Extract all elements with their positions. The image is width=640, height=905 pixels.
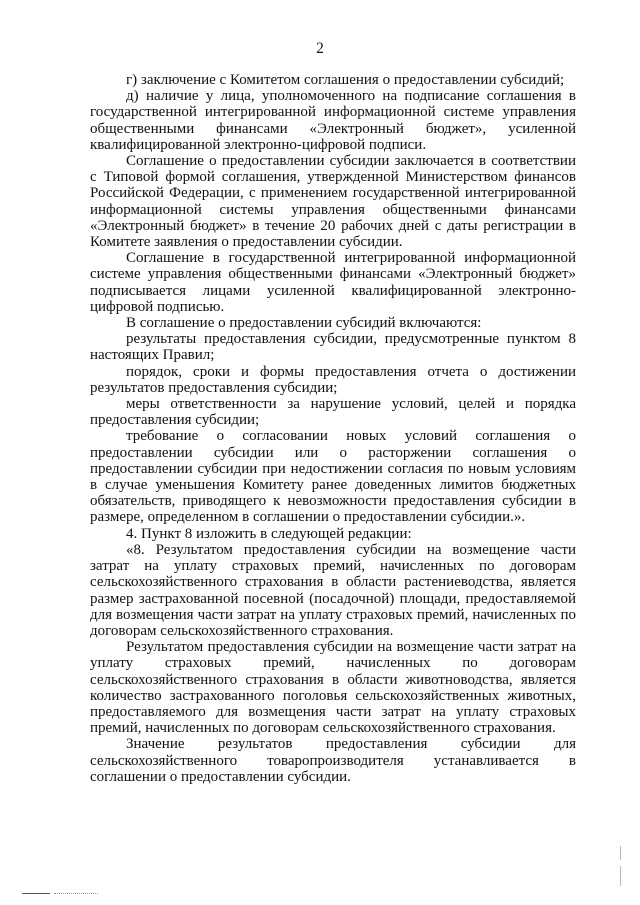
page-number: 2 (316, 40, 324, 57)
document-body (90, 72, 576, 785)
scan-margin-mark (620, 866, 621, 886)
scan-margin-mark (620, 846, 621, 860)
paragraph-point-8-crops: «8. Результатом предоставления субсидии на возмещение части затрат на уплату страховых премий, начисленных по договорам сельскохозяйственного страхования в области растениеводства, является размер застрахованной посевной (посадочной) площади, предоставляемой для возмещения части затрат на уплату страховых премий, начисленных по договорам сельскохозяйственного страхования. (90, 541, 576, 639)
paragraph-agreement-contents-intro: В соглашение о предоставлении субсидий включаются: (126, 315, 482, 332)
list-item-reporting: порядок, сроки и формы предоставления отчета о достижении результатов предоставления субсидии; (90, 363, 576, 396)
paragraph-item-d: д) наличие у лица, уполномоченного на подписание соглашения в государственной интегрированной информационной системе управления общественными финансами «Электронный бюджет», усиленной квалифицированной электронно-цифровой подписи. (90, 88, 576, 153)
paragraph-agreement-signing: Соглашение в государственной интегрированной информационной системе управления общественными финансами «Электронный бюджет» подписывается лицами усиленной квалифицированной электронно-цифровой подписью. (90, 250, 576, 315)
paragraph-point-4: 4. Пункт 8 изложить в следующей редакции: (126, 525, 412, 542)
list-item-results: результаты предоставления субсидии, предусмотренные пунктом 8 настоящих Правил; (90, 331, 576, 364)
paragraph-agreement-conclusion: Соглашение о предоставлении субсидии заключается в соответствии с Типовой формой соглашения, утвержденной Министерством финансов Российской Федерации, с применением государственной интегрированной информационной системы управления общественными финансами «Электронный бюджет» в течение 20 рабочих дней с даты регистрации в Комитете заявления о предоставлении субсидии. (90, 153, 576, 251)
list-item-liability: меры ответственности за нарушение условий, целей и порядка предоставления субсидии; (90, 396, 576, 429)
paragraph-point-8-value: Значение результатов предоставления субсидии для сельскохозяйственного товаропроизводителя устанавливается в соглашении о предоставлении субсидии. (90, 736, 576, 785)
footer-rule (22, 893, 50, 894)
list-item-requirement: требование о согласовании новых условий соглашения о предоставлении субсидии или о расторжении соглашения о предоставлении субсидии при недостижении согласия по новым условиям в случае уменьшения Комитету ранее доведенных лимитов бюджетных обязательств, приводящего к невозможности предоставления субсидии в размере, определенном в соглашении о предоставлении субсидии.». (90, 428, 576, 526)
paragraph-item-g: г) заключение с Комитетом соглашения о предоставлении субсидий; (126, 72, 565, 88)
footer-dotted-line (54, 889, 98, 894)
paragraph-point-8-livestock: Результатом предоставления субсидии на возмещение части затрат на уплату страховых премий, начисленных по договорам сельскохозяйственного страхования в области животноводства, является количество застрахованного поголовья сельскохозяйственных животных, предоставляемого для возмещения части затрат на уплату страховых премий, начисленных по договорам сельскохозяйственного страхования. (90, 639, 576, 737)
